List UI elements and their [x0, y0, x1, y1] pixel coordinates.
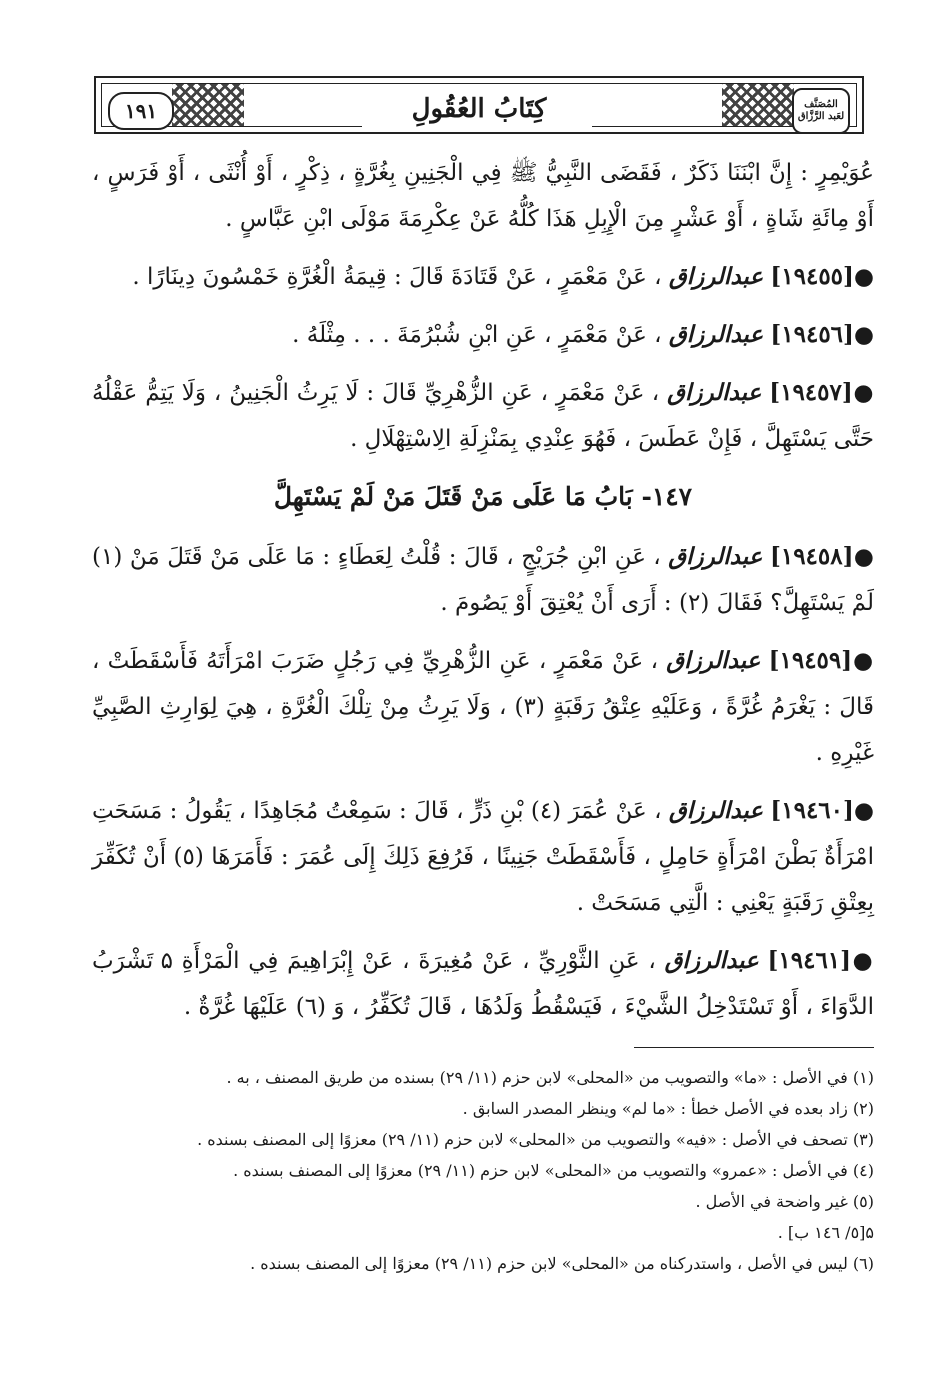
narrator: عبدالرزاق [667, 379, 762, 406]
hadith-text: ، عَنْ مَعْمَرٍ ، عَنِ ابْنِ شُبْرُمَةَ . . . مِثْلَهُ . [292, 322, 662, 348]
narrator: عبدالرزاق [668, 797, 764, 824]
running-title: كِتَابُ العُقُولِ [411, 94, 547, 124]
hadith-number: ●[١٩٤٦٠] [770, 797, 875, 824]
hadith-19460 [92, 788, 874, 926]
chapter-heading: ١٤٧- بَابُ مَا عَلَى مَنْ قَتَلَ مَنْ لَمْ يَسْتَهِلَّ [273, 482, 693, 511]
hadith-text: ، عَنْ عُمَرَ (٤) بْنِ ذَرٍّ ، قَالَ : سَمِعْتُ مُجَاهِدًا ، يَقُولُ : مَسَحَتِ امْرَأَةٌ بَطْنَ امْرَأَةٍ حَامِلٍ ، فَأَسْقَطَتْ جَنِينًا ، فَرُفِعَ ذَلِكَ إِلَى عُمَرَ : فَأَمَرَهَا (٥) أَنْ تُكَفِّرَ بِعِتْقِ رَقَبَةٍ يَعْنِي : الَّتِي مَسَحَتْ . [92, 798, 874, 916]
header-frame [101, 83, 857, 127]
hadith-19457 [92, 370, 874, 462]
hadith-text: ، عَنْ مَعْمَرٍ ، عَنِ الزُّهْرِيِّ فِي رَجُلٍ ضَرَبَ امْرَأَتَهُ فَأَسْقَطَتْ ، قَالَ : يَغْرَمُ غُرَّةً ، وَعَلَيْهِ عِتْقُ رَقَبَةٍ (٣) ، وَلَا يَرِثُ مِنْ تِلْكَ الْغُرَّةِ ، هِيَ لِوَارِثِ الصَّبِيِّ غَيْرِهِ . [92, 648, 875, 766]
hadith-number: ●[١٩٤٥٦] [770, 321, 874, 348]
paragraph-text: عُوَيْمِرٍ : إِنَّ ابْنَنَا ذَكَرٌ ، فَقَضَى النَّبِيُّ ﷺ فِي الْجَنِينِ بِغُرَّةٍ ، ذِكْرٍ ، أَوْ أُنْثَى ، أَوْ فَرَسٍ ، أَوْ مِائَةِ شَاةٍ ، أَوْ عَشْرٍ مِنَ الْإِبِلِ هَذَا كُلُّهُ عَنْ عِكْرِمَةَ مَوْلَى ابْنِ عَبَّاسٍ . [92, 160, 874, 232]
footnote-6: (٦) ليس في الأصل ، واستدركناه من «المحلى» لابن حزم (١١/ ٢٩) معزوًا إلى المصنف بسنده . [250, 1254, 874, 1273]
footnote-5: (٥) غير واضحة في الأصل . [695, 1192, 874, 1211]
narrator: عبدالرزاق [664, 947, 759, 974]
logo-line-2: لعَبد الرَّزَّاق [797, 111, 845, 122]
narrator: عبدالرزاق [668, 321, 764, 348]
narrator: عبدالرزاق [668, 543, 763, 570]
footnote-2: (٢) زاد بعده في الأصل خطأ : «ما لم» وينظر المصدر السابق . [462, 1099, 874, 1118]
main-text [92, 150, 874, 1042]
footnote-separator [634, 1047, 874, 1048]
hadith-text: ، عَنْ مَعْمَرٍ ، عَنْ قَتَادَةَ قَالَ : قِيمَةُ الْغُرَّةِ خَمْسُونَ دِينَارًا . [132, 264, 662, 290]
hadith-text: ، عَنْ مَعْمَرٍ ، عَنِ الزُّهْرِيِّ قَالَ : لَا يَرِثُ الْجَنِينُ ، وَلَا يَتِمُّ عَقْلُهُ حَتَّى يَسْتَهِلَّ ، فَإِنْ عَطَسَ ، فَهُوَ عِنْدِي بِمَنْزِلَةِ الِاسْتِهْلَالِ . [92, 380, 874, 452]
narrator: عبدالرزاق [666, 647, 761, 674]
hadith-number: ●[١٩٤٦١] [767, 947, 875, 974]
page-header [94, 76, 864, 134]
hadith-number: ●[١٩٤٥٩] [768, 647, 875, 674]
manuscript-folio-marker: ۵[٥/ ١٤٦ ب] . [777, 1223, 874, 1242]
hadith-number: ●[١٩٤٥٨] [769, 543, 875, 570]
publisher-logo [792, 88, 850, 134]
paragraph-continuation [92, 150, 874, 242]
hadith-text: ، عَنِ ابْنِ جُرَيْجٍ ، قَالَ : قُلْتُ لِعَطَاءٍ : مَا عَلَى مَنْ قَتَلَ مَنْ (١) لَمْ يَسْتَهِلَّ؟ فَقَالَ (٢) : أَرَى أَنْ يُعْتِقَ أَوْ يَصُومَ . [92, 544, 874, 616]
hadith-number: ●[١٩٤٥٧] [769, 379, 875, 406]
narrator: عبدالرزاق [668, 263, 764, 290]
hadith-19458 [92, 534, 874, 626]
hadith-19455 [92, 254, 874, 300]
footnote-4: (٤) في الأصل : «عمرو» والتصويب من «المحلى» لابن حزم (١١/ ٢٩) معزوًا إلى المصنف بسنده . [233, 1161, 874, 1180]
hadith-19459 [92, 638, 874, 776]
footnote-1: (١) في الأصل : «ما» والتصويب من «المحلى» لابن حزم (١١/ ٢٩) بسنده من طريق المصنف ، به . [226, 1068, 874, 1087]
hadith-text: ، عَنِ الثَّوْرِيِّ ، عَنْ مُغِيرَةَ ، عَنْ إِبْرَاهِيمَ فِي الْمَرْأَةِ ۵ تَشْرَبُ الدَّوَاءَ ، أَوْ تَسْتَدْخِلُ الشَّيْءَ ، فَيَسْقُطُ وَلَدُهَا ، قَالَ تُكَفِّرُ ، وَ (٦) عَلَيْهَا غُرَّةٌ . [92, 948, 874, 1020]
page-number: ١٩١ [108, 92, 174, 130]
hadith-19456 [92, 312, 874, 358]
hadith-19461 [92, 938, 874, 1030]
footnote-3: (٣) تصحف في الأصل : «فيه» والتصويب من «المحلى» لابن حزم (١١/ ٢٩) معزوًا إلى المصنف بسنده . [197, 1130, 874, 1149]
logo-line-1: المُصَنَّف [804, 99, 838, 110]
hadith-number: ●[١٩٤٥٥] [770, 263, 874, 290]
footnotes [92, 1062, 874, 1279]
